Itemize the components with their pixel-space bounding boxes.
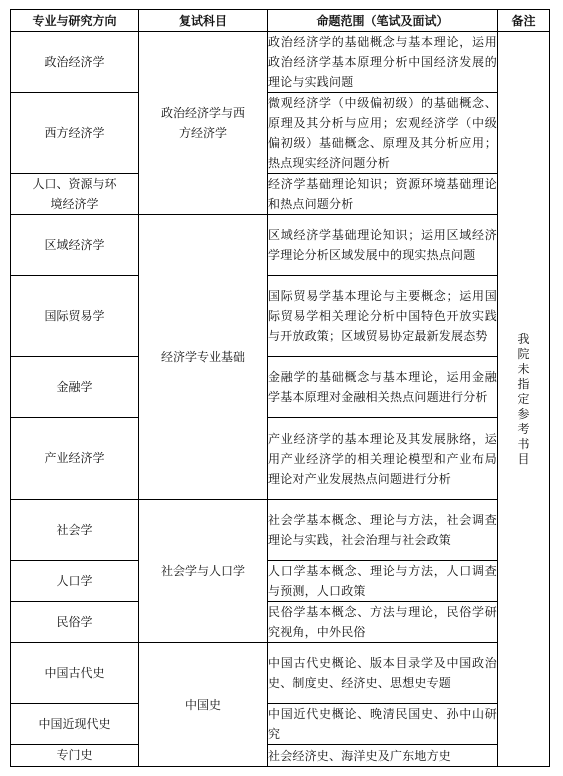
major-cell: 西方经济学	[11, 93, 139, 174]
scope-cell: 人口学基本概念、理论与方法，人口调查与预测，人口政策	[268, 561, 498, 602]
table-row	[11, 418, 550, 500]
major-cell: 人口学	[11, 561, 139, 602]
scope-cell: 政治经济学的基础概念与基本理论，运用政治经济学基本原理分析中国经济发展的理论与实践问题	[268, 32, 498, 93]
major-cell: 中国近现代史	[11, 704, 139, 745]
note-text: 我院未指定参考书目	[517, 331, 530, 466]
table-row	[11, 174, 550, 215]
scope-cell: 民俗学基本概念、方法与理论，民俗学研究视角，中外民俗	[268, 602, 498, 643]
major-cell: 专门史	[11, 745, 139, 767]
scope-cell: 中国古代史概论、版本目录学及中国政治史、制度史、经济史、思想史专题	[268, 643, 498, 704]
table-row	[11, 745, 550, 767]
table-row	[11, 93, 550, 174]
major-cell: 国际贸易学	[11, 276, 139, 357]
note-cell	[498, 32, 550, 767]
major-cell: 区域经济学	[11, 215, 139, 276]
subject-cell: 社会学与人口学	[139, 500, 268, 643]
table-row	[11, 276, 550, 357]
header-scope: 命题范围（笔试及面试）	[268, 10, 498, 32]
subject-cell: 经济学专业基础	[139, 215, 268, 500]
scope-cell: 区域经济学基础理论知识；运用区域经济学理论分析区域发展中的现实热点问题	[268, 215, 498, 276]
subject-cell: 中国史	[139, 643, 268, 767]
scope-cell: 中国近代史概论、晚清民国史、孙中山研究	[268, 704, 498, 745]
table-row	[11, 357, 550, 418]
exam-scope-table	[10, 9, 550, 767]
major-cell: 金融学	[11, 357, 139, 418]
scope-cell: 国际贸易学基本理论与主要概念；运用国际贸易学相关理论分析中国特色开放实践与开放政策；区域贸易协定最新发展态势	[268, 276, 498, 357]
scope-cell: 金融学的基础概念与基本理论，运用金融学基本原理对金融相关热点问题进行分析	[268, 357, 498, 418]
major-cell: 产业经济学	[11, 418, 139, 500]
scope-cell: 微观经济学（中级偏初级）的基础概念、原理及其分析与应用；宏观经济学（中级偏初级）基础概念、原理及其分析应用；热点现实经济问题分析	[268, 93, 498, 174]
table-row	[11, 643, 550, 704]
scope-cell: 经济学基础理论知识；资源环境基础理论和热点问题分析	[268, 174, 498, 215]
subject-text: 政治经济学与西方经济学	[160, 106, 245, 140]
header-subject: 复试科目	[139, 10, 268, 32]
major-cell: 民俗学	[11, 602, 139, 643]
table-row	[11, 500, 550, 561]
table-row	[11, 215, 550, 276]
major-cell	[11, 174, 139, 215]
table-row	[11, 561, 550, 602]
table-row	[11, 602, 550, 643]
major-cell: 中国古代史	[11, 643, 139, 704]
major-cell: 政治经济学	[11, 32, 139, 93]
subject-cell	[139, 32, 268, 215]
scope-cell: 社会学基本概念、理论与方法，社会调查理论与实践，社会治理与社会政策	[268, 500, 498, 561]
header-row	[11, 10, 550, 32]
scope-cell: 产业经济学的基本理论及其发展脉络，运用产业经济学的相关理论模型和产业布局理论对产业发展热点问题进行分析	[268, 418, 498, 500]
major-text: 人口、资源与环境经济学	[32, 177, 117, 211]
scope-cell: 社会经济史、海洋史及广东地方史	[268, 745, 498, 767]
table-row	[11, 704, 550, 745]
header-note: 备注	[498, 10, 550, 32]
major-cell: 社会学	[11, 500, 139, 561]
table-row	[11, 32, 550, 93]
header-major: 专业与研究方向	[11, 10, 139, 32]
